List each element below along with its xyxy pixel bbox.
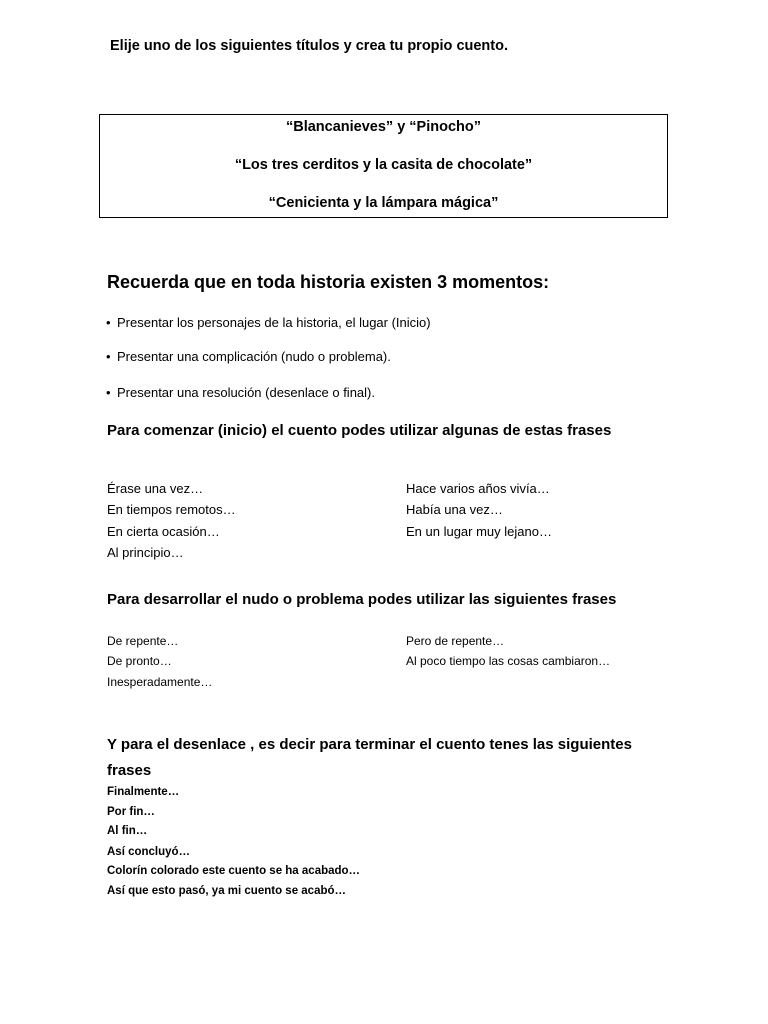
desenlace-phrase: Así que esto pasó, ya mi cuento se acabó… <box>107 885 347 897</box>
inicio-phrase: Hace varios años vivía… <box>406 481 550 496</box>
desenlace-heading: Y para el desenlace , es decir para terminar el cuento tenes las siguientes <box>107 736 632 753</box>
inicio-phrase: En tiempos remotos… <box>107 502 236 517</box>
moments-heading: Recuerda que en toda historia existen 3 momentos: <box>107 272 550 292</box>
desenlace-phrase: Por fin… <box>107 806 155 818</box>
titles-box <box>99 114 668 218</box>
bullet-icon: • <box>106 315 111 330</box>
nudo-phrase: De repente… <box>107 634 179 648</box>
inicio-phrase: Al principio… <box>107 545 184 560</box>
title-option-1: “Blancanieves” y “Pinocho” <box>285 119 481 135</box>
desenlace-heading-cont: frases <box>107 762 152 779</box>
instruction-text: Elije uno de los siguientes títulos y crea tu propio cuento. <box>110 38 508 54</box>
inicio-phrase: Érase una vez… <box>107 481 204 496</box>
desenlace-phrase: Finalmente… <box>107 786 180 798</box>
moment-item-label: Presentar una resolución (desenlace o final). <box>117 385 375 400</box>
nudo-phrase: Pero de repente… <box>406 634 505 648</box>
desenlace-phrase: Colorín colorado este cuento se ha acabado… <box>107 865 361 877</box>
desenlace-phrase: Al fin… <box>107 825 148 837</box>
moment-item-desenlace <box>106 385 375 400</box>
inicio-phrase: En un lugar muy lejano… <box>406 524 552 539</box>
bullet-icon: • <box>106 349 111 364</box>
nudo-phrase: Inesperadamente… <box>107 675 213 689</box>
moment-item-nudo <box>106 349 391 364</box>
moment-item-inicio <box>106 315 431 330</box>
nudo-heading: Para desarrollar el nudo o problema podes utilizar las siguientes frases <box>107 591 617 608</box>
moment-item-label: Presentar los personajes de la historia, el lugar (Inicio) <box>117 315 431 330</box>
inicio-heading: Para comenzar (inicio) el cuento podes utilizar algunas de estas frases <box>107 422 612 439</box>
title-option-3: “Cenicienta y la lámpara mágica” <box>268 195 499 211</box>
title-option-2: “Los tres cerditos y la casita de chocolate” <box>234 157 533 173</box>
moment-item-label: Presentar una complicación (nudo o problema). <box>117 349 391 364</box>
nudo-phrase: De pronto… <box>107 654 172 668</box>
desenlace-phrase: Así concluyó… <box>107 846 191 858</box>
inicio-phrase: En cierta ocasión… <box>107 524 220 539</box>
bullet-icon: • <box>106 385 111 400</box>
inicio-phrase: Había una vez… <box>406 502 503 517</box>
nudo-phrase: Al poco tiempo las cosas cambiaron… <box>406 654 611 668</box>
